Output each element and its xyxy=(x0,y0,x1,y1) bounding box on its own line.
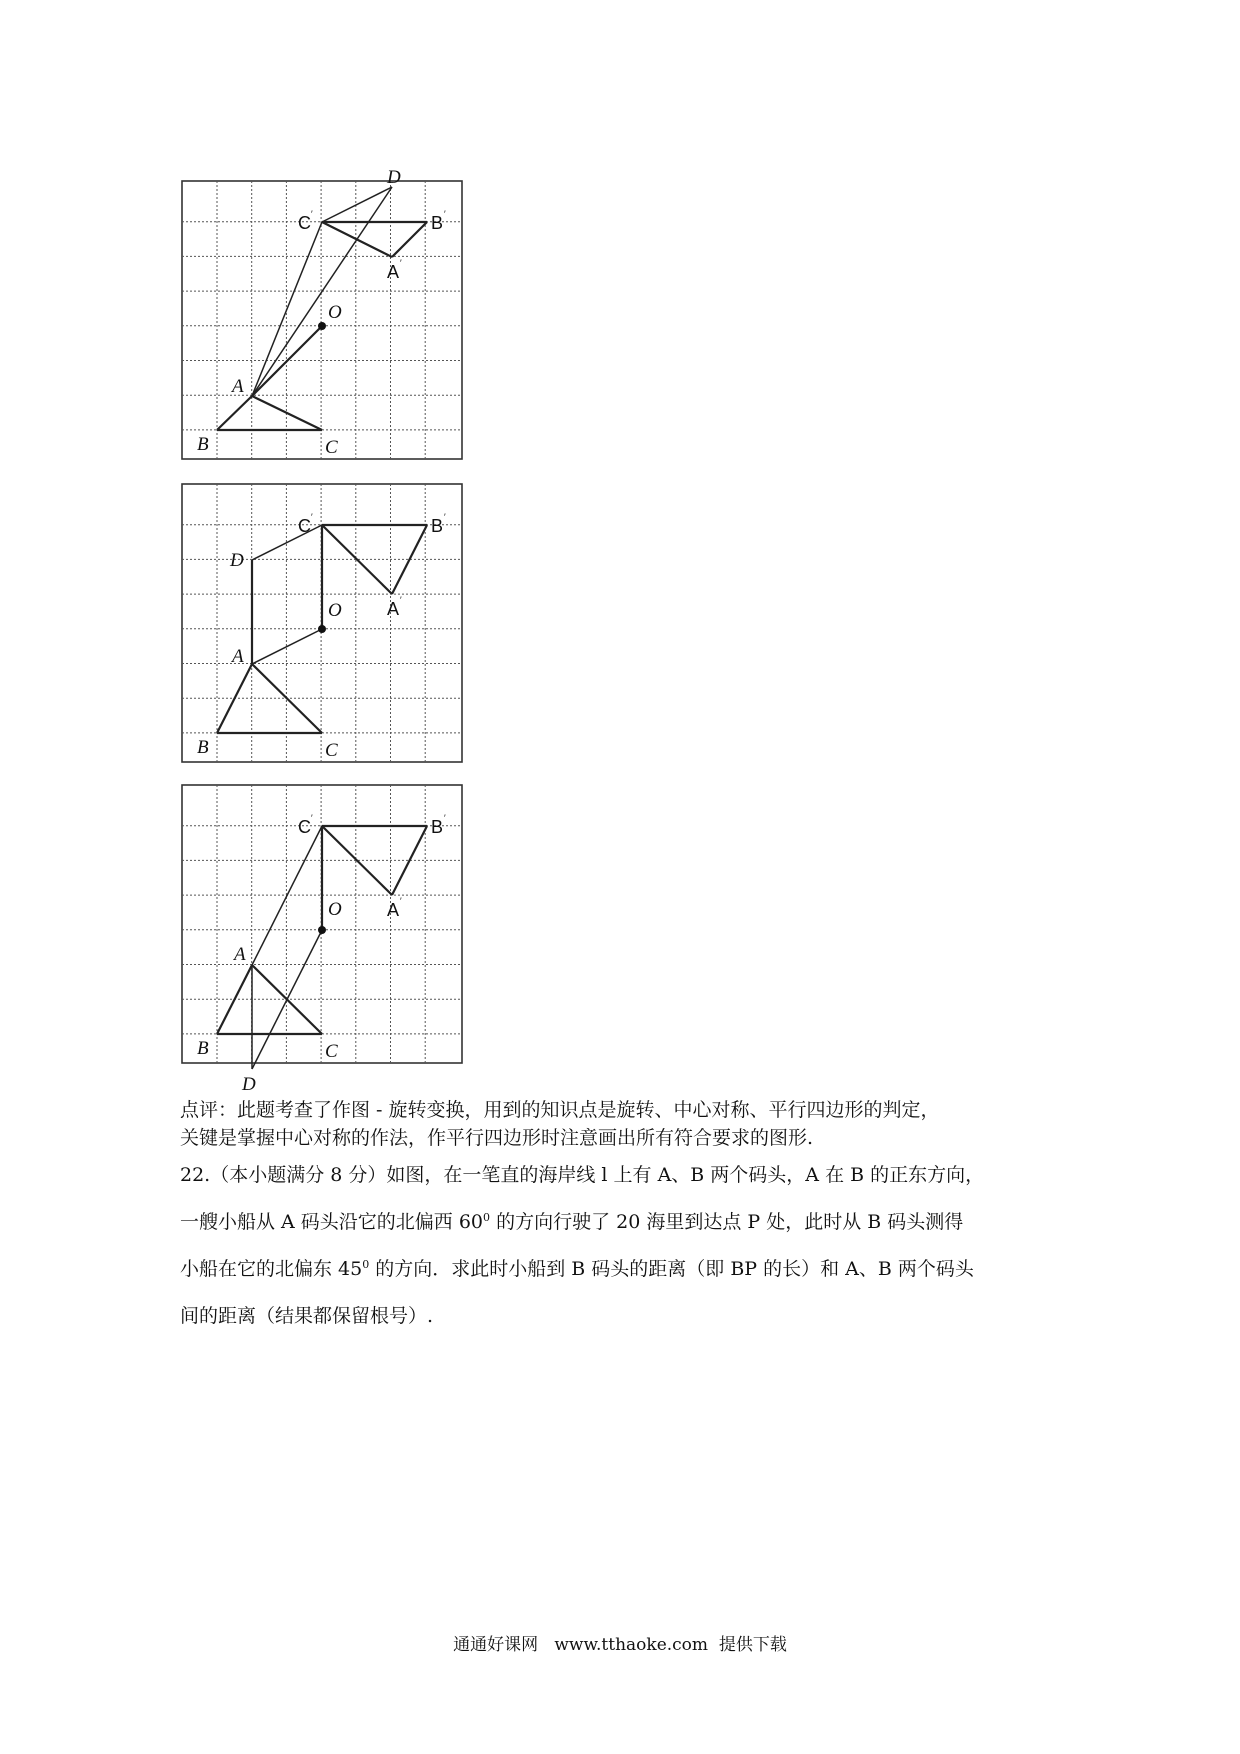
segment-a1-b1 xyxy=(392,222,427,257)
label-a: A xyxy=(232,646,244,667)
segment-c1-a1 xyxy=(322,826,392,895)
label-a-prime-mark: ′ xyxy=(400,258,402,268)
degree-superscript: 0 xyxy=(362,1258,370,1271)
label-c-prime: C xyxy=(298,213,311,233)
label-c-prime: C xyxy=(298,817,311,837)
point-o xyxy=(318,322,326,330)
problem-22-line-3-a: 小船在它的北偏东 45 xyxy=(180,1258,363,1280)
label-a-prime-mark: ′ xyxy=(400,595,402,605)
problem-22-line-3-b: 的方向．求此时小船到 B 码头的距离（即 BP 的长）和 A、B 两个码头 xyxy=(369,1258,974,1280)
point-o xyxy=(318,926,326,934)
figure-1 xyxy=(182,167,465,462)
figure-3 xyxy=(182,785,465,1095)
label-c-prime: C xyxy=(298,516,311,536)
label-b-prime: B xyxy=(431,516,444,536)
figure-2 xyxy=(182,484,465,765)
point-o xyxy=(318,625,326,633)
problem-22-line-2 xyxy=(180,1199,1080,1246)
comment-line-2: 关键是掌握中心对称的作法，作平行四边形时注意画出所有符合要求的图形. xyxy=(180,1127,814,1149)
problem-22-line-4: 间的距离（结果都保留根号）. xyxy=(180,1305,434,1327)
segment-c1-a1 xyxy=(322,525,392,594)
segment-a1-b1 xyxy=(392,525,427,594)
label-b-prime-mark: ′ xyxy=(444,209,446,219)
comment-block xyxy=(180,1096,1080,1152)
problem-22-line-2-b: 的方向行驶了 20 海里到达点 P 处，此时从 B 码头测得 xyxy=(490,1211,964,1233)
label-b-prime: B xyxy=(431,213,444,233)
label-d: D xyxy=(230,550,244,571)
label-o: O xyxy=(328,600,342,621)
label-b: B xyxy=(197,434,209,455)
label-c-prime-mark: ′ xyxy=(311,512,313,522)
segment-a-c xyxy=(252,396,322,430)
label-o: O xyxy=(328,302,342,323)
label-o: O xyxy=(328,899,342,920)
problem-22-line-3 xyxy=(180,1246,1080,1293)
label-a: A xyxy=(234,944,246,965)
problem-22-line-2-a: 一艘小船从 A 码头沿它的北偏西 60 xyxy=(180,1211,484,1233)
label-a-prime: A xyxy=(387,900,400,920)
label-b-prime-mark: ′ xyxy=(444,813,446,823)
segment-c1-d xyxy=(322,187,392,222)
label-d: D xyxy=(242,1074,256,1095)
label-a-prime-mark: ′ xyxy=(400,896,402,906)
label-b-prime-mark: ′ xyxy=(444,512,446,522)
segment-a-o xyxy=(252,629,322,664)
label-a: A xyxy=(232,376,244,397)
label-a-prime: A xyxy=(387,262,400,282)
segment-a1-b1 xyxy=(392,826,427,895)
label-a-prime: A xyxy=(387,599,400,619)
segment-a-b xyxy=(217,396,252,430)
figure-2-svg xyxy=(182,484,465,765)
figure-3-svg xyxy=(182,785,465,1095)
label-b: B xyxy=(197,1038,209,1059)
label-c: C xyxy=(325,1041,338,1062)
segment-d-c1 xyxy=(252,525,322,560)
label-c: C xyxy=(325,740,338,761)
label-d: D xyxy=(387,167,401,188)
problem-22-line-1: 22.（本小题满分 8 分）如图，在一笔直的海岸线 l 上有 A、B 两个码头，A 在 B 的正东方向， xyxy=(180,1164,985,1186)
label-b: B xyxy=(197,737,209,758)
label-b-prime: B xyxy=(431,817,444,837)
page-footer: 通通好课网 www.tthaoke.com 提供下载 xyxy=(453,1635,787,1655)
figure-1-svg xyxy=(182,167,465,462)
label-c: C xyxy=(325,437,338,458)
comment-line-1: 点评：此题考查了作图 - 旋转变换，用到的知识点是旋转、中心对称、平行四边形的判定， xyxy=(180,1099,940,1121)
segment-a-c1 xyxy=(252,222,322,396)
degree-superscript: 0 xyxy=(483,1211,491,1224)
label-c-prime-mark: ′ xyxy=(311,209,313,219)
label-c-prime-mark: ′ xyxy=(311,813,313,823)
problem-22 xyxy=(180,1152,1080,1340)
